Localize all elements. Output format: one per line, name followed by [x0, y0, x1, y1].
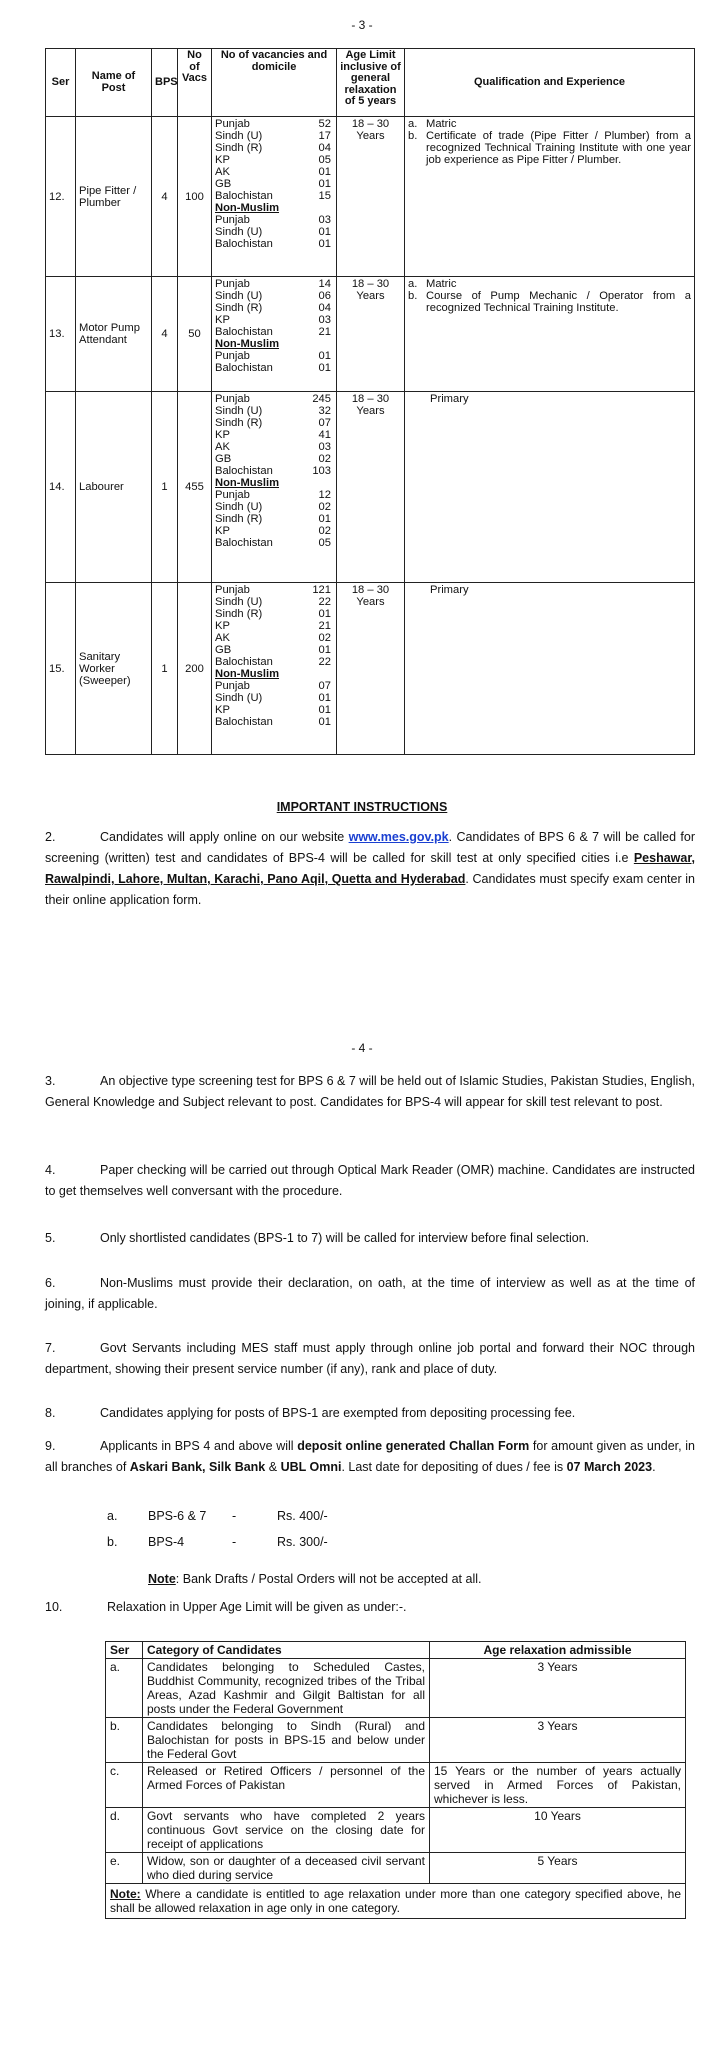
domicile-entry: GB 01	[215, 178, 331, 190]
qualification-item: a. Matric	[408, 118, 457, 130]
relax-ser: e.	[106, 1853, 143, 1884]
row-post: Pipe Fitter / Plumber	[76, 117, 152, 277]
domicile-entry: Balochistan 15	[215, 190, 331, 202]
row-age: 18 – 30 Years	[337, 277, 405, 392]
fee-amount: Rs. 400/-	[277, 1509, 328, 1523]
domicile-entry: Sindh (R) 01	[215, 608, 331, 620]
row-domicile	[212, 583, 337, 755]
non-muslim-entry: Punjab 03	[215, 214, 331, 226]
domicile-entry: Sindh (R) 07	[215, 417, 331, 429]
non-muslim-heading: Non-Muslim	[215, 477, 280, 489]
website-link[interactable]: www.mes.gov.pk	[348, 830, 449, 844]
domicile-entry: AK 01	[215, 166, 331, 178]
row-qualification	[405, 277, 695, 392]
row-qualification	[405, 583, 695, 755]
relax-header-category: Category of Candidates	[143, 1642, 430, 1659]
vacancy-table	[45, 48, 695, 755]
row-bps: 4	[152, 277, 178, 392]
relax-admissible: 10 Years	[430, 1808, 686, 1853]
row-post: Labourer	[76, 392, 152, 583]
domicile-entry: Sindh (R) 04	[215, 142, 331, 154]
non-muslim-entry: KP 02	[215, 525, 331, 537]
non-muslim-entry: Sindh (R) 01	[215, 513, 331, 525]
non-muslim-heading: Non-Muslim	[215, 668, 280, 680]
domicile-entry: AK 03	[215, 441, 331, 453]
relax-ser: d.	[106, 1808, 143, 1853]
relax-row	[106, 1659, 686, 1718]
table-row	[46, 277, 695, 392]
header-domicile: No of vacancies and domicile	[212, 49, 337, 117]
non-muslim-entry: Sindh (U) 01	[215, 692, 331, 704]
domicile-entry: KP 41	[215, 429, 331, 441]
row-vacs: 50	[178, 277, 212, 392]
non-muslim-entry: Balochistan 01	[215, 716, 331, 728]
fee-amount: Rs. 300/-	[277, 1535, 328, 1549]
row-vacs: 200	[178, 583, 212, 755]
non-muslim-heading: Non-Muslim	[215, 338, 280, 350]
fee-category: BPS-4	[148, 1535, 185, 1549]
row-ser: 12.	[46, 117, 76, 277]
relax-admissible: 5 Years	[430, 1853, 686, 1884]
row-age: 18 – 30 Years	[337, 392, 405, 583]
row-bps: 1	[152, 583, 178, 755]
table-row	[46, 583, 695, 755]
domicile-entry: Punjab 121	[215, 584, 331, 596]
non-muslim-entry: Punjab 07	[215, 680, 331, 692]
row-ser: 15.	[46, 583, 76, 755]
qualification-item: Primary	[430, 393, 469, 405]
fee-note: Note: Bank Drafts / Postal Orders will not be accepted at all.	[148, 1572, 482, 1586]
row-post: Sanitary Worker (Sweeper)	[76, 583, 152, 755]
qualification-item: Primary	[430, 584, 469, 596]
row-qualification	[405, 117, 695, 277]
fee-dash: -	[232, 1509, 237, 1523]
page-number: - 3 -	[351, 18, 373, 32]
relax-header-ser: Ser	[106, 1642, 143, 1659]
fee-deadline: 07 March 2023	[566, 1460, 653, 1474]
domicile-entry: Balochistan 21	[215, 326, 331, 338]
relax-note: Note: Where a candidate is entitled to age relaxation under more than one category specified above, he shall be allowed relaxation in age only in one category.	[106, 1884, 686, 1919]
qualification-item: b. Course of Pump Mechanic / Operator from a recognized Technical Training Institute.	[408, 290, 691, 314]
paragraph-5: 5. Only shortlisted candidates (BPS-1 to 7) will be called for interview before final selection.	[45, 1231, 590, 1245]
paragraph-8: 8. Candidates applying for posts of BPS-1 are exempted from depositing processing fee.	[45, 1406, 576, 1420]
header-age: Age Limit inclusive of general relaxation of 5 years	[337, 49, 405, 117]
paragraph-text: . Candidates must specify exam center in their online application form.	[45, 872, 695, 907]
row-ser: 14.	[46, 392, 76, 583]
non-muslim-entry: Balochistan 01	[215, 238, 331, 250]
paragraph-9: 9. Applicants in BPS 4 and above will deposit online generated Challan Form for amount given as under, in all branches of Askari Bank, Silk Bank & UBL Omni. Last date for depositing of dues / fee is 07 March 2023.	[45, 1439, 696, 1474]
relax-category: Widow, son or daughter of a deceased civil servant who died during service	[143, 1853, 430, 1884]
row-age: 18 – 30 Years	[337, 583, 405, 755]
paragraph-number: 2.	[45, 830, 56, 844]
header-qualification: Qualification and Experience	[405, 49, 695, 117]
qualification-item: a. Matric	[408, 278, 457, 290]
domicile-entry: Punjab 14	[215, 278, 331, 290]
relax-ser: c.	[106, 1763, 143, 1808]
fee-label: a.	[107, 1509, 118, 1523]
domicile-entry: KP 03	[215, 314, 331, 326]
domicile-entry: GB 01	[215, 644, 331, 656]
row-domicile	[212, 277, 337, 392]
fee-dash: -	[232, 1535, 237, 1549]
paragraph-7: 7. Govt Servants including MES staff must apply through online job portal and forward their NOC through department, showing their present service number (if any), rank and place of duty.	[45, 1341, 695, 1376]
relax-row	[106, 1853, 686, 1884]
relax-header-admissible: Age relaxation admissible	[430, 1642, 686, 1659]
relax-category: Govt servants who have completed 2 years continuous Govt service on the closing date for receipt of applications	[143, 1808, 430, 1853]
row-bps: 4	[152, 117, 178, 277]
domicile-entry: Punjab 245	[215, 393, 331, 405]
row-qualification	[405, 392, 695, 583]
table-row	[46, 392, 695, 583]
non-muslim-entry: Balochistan 01	[215, 362, 331, 374]
domicile-entry: Sindh (U) 22	[215, 596, 331, 608]
header-bps: BPS	[152, 49, 178, 117]
relax-category: Candidates belonging to Scheduled Castes, Buddhist Community, recognized tribes of the Tribal Areas, Azad Kashmir and Gilgit Baltistan for all posts under the Federal Government	[143, 1659, 430, 1718]
domicile-entry: Sindh (R) 04	[215, 302, 331, 314]
row-age: 18 – 30 Years	[337, 117, 405, 277]
paragraph-10: Relaxation in Upper Age Limit will be given as under:-.	[107, 1600, 407, 1614]
row-ser: 13.	[46, 277, 76, 392]
relax-admissible: 3 Years	[430, 1659, 686, 1718]
row-vacs: 100	[178, 117, 212, 277]
paragraph-2	[45, 827, 695, 911]
page-number: - 4 -	[351, 1041, 373, 1055]
relax-row	[106, 1718, 686, 1763]
domicile-entry: Sindh (U) 32	[215, 405, 331, 417]
paragraph-10-number: 10.	[45, 1600, 63, 1614]
domicile-entry: AK 02	[215, 632, 331, 644]
non-muslim-entry: Sindh (U) 02	[215, 501, 331, 513]
domicile-entry: Punjab 52	[215, 118, 331, 130]
row-domicile	[212, 392, 337, 583]
non-muslim-entry: Sindh (U) 01	[215, 226, 331, 238]
row-vacs: 455	[178, 392, 212, 583]
non-muslim-entry: Punjab 12	[215, 489, 331, 501]
domicile-entry: Sindh (U) 06	[215, 290, 331, 302]
relax-row	[106, 1763, 686, 1808]
relax-category: Candidates belonging to Sindh (Rural) and Balochistan for posts in BPS-15 and below under the Federal Govt	[143, 1718, 430, 1763]
exam-cities: Peshawar, Rawalpindi, Lahore, Multan, Karachi, Pano Aqil, Quetta and Hyderabad	[45, 851, 695, 886]
header-post: Name of Post	[76, 49, 152, 117]
instructions-heading: IMPORTANT INSTRUCTIONS	[276, 800, 448, 814]
relax-admissible: 15 Years or the number of years actually served in Armed Forces of Pakistan, whichever is less.	[430, 1763, 686, 1808]
non-muslim-entry: Punjab 01	[215, 350, 331, 362]
domicile-entry: Sindh (U) 17	[215, 130, 331, 142]
paragraph-4: 4. Paper checking will be carried out through Optical Mark Reader (OMR) machine. Candidates are instructed to get themselves well conversant with the procedure.	[45, 1163, 695, 1198]
domicile-entry: Balochistan 103	[215, 465, 331, 477]
header-ser: Ser	[46, 49, 76, 117]
non-muslim-heading: Non-Muslim	[215, 202, 280, 214]
qualification-item: b. Certificate of trade (Pipe Fitter / Plumber) from a recognized Technical Training Institute with one year job experience as Pipe Fitter / Plumber.	[408, 130, 691, 166]
header-vacs: No of Vacs	[178, 49, 212, 117]
paragraph-text: Candidates will apply online on our website	[100, 830, 349, 844]
domicile-entry: GB 02	[215, 453, 331, 465]
fee-label: b.	[107, 1535, 118, 1549]
fee-category: BPS-6 & 7	[148, 1509, 207, 1523]
age-relaxation-table	[105, 1641, 686, 1919]
domicile-entry: KP 21	[215, 620, 331, 632]
relax-ser: a.	[106, 1659, 143, 1718]
non-muslim-entry: KP 01	[215, 704, 331, 716]
paragraph-6: 6. Non-Muslims must provide their declaration, on oath, at the time of interview as well as at the time of joining, if applicable.	[45, 1276, 695, 1311]
paragraph-text: . Candidates of BPS 6 & 7 will be called for screening (written) test and candidates of BPS-4 will be called for skill test at only specified cities i.e	[45, 830, 695, 865]
row-post: Motor Pump Attendant	[76, 277, 152, 392]
domicile-entry: KP 05	[215, 154, 331, 166]
row-bps: 1	[152, 392, 178, 583]
row-domicile	[212, 117, 337, 277]
relax-ser: b.	[106, 1718, 143, 1763]
relax-category: Released or Retired Officers / personnel of the Armed Forces of Pakistan	[143, 1763, 430, 1808]
paragraph-3: 3. An objective type screening test for BPS 6 & 7 will be held out of Islamic Studies, Pakistan Studies, English, General Knowledge and Subject relevant to post. Candidates for BPS-4 will appear for skill test relevant to post.	[45, 1074, 695, 1109]
relax-admissible: 3 Years	[430, 1718, 686, 1763]
table-row	[46, 117, 695, 277]
non-muslim-entry: Balochistan 05	[215, 537, 331, 549]
domicile-entry: Balochistan 22	[215, 656, 331, 668]
relax-row	[106, 1808, 686, 1853]
